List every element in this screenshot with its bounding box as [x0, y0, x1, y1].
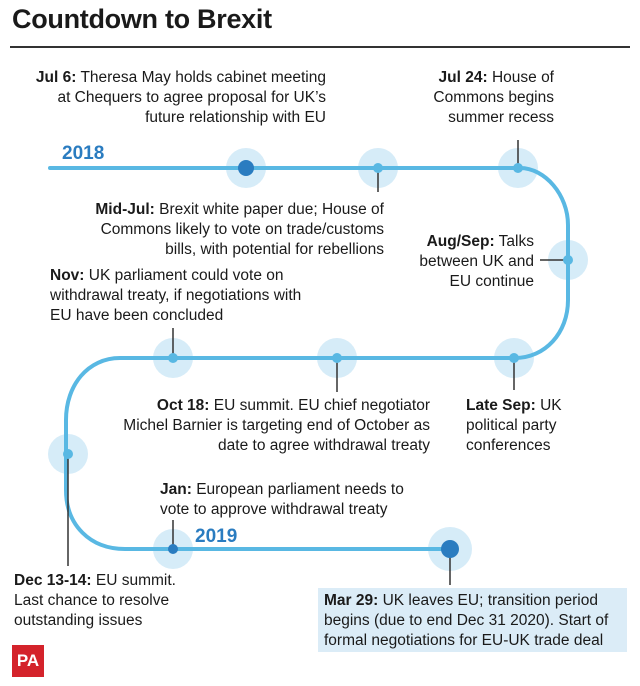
node-jul6 — [238, 160, 254, 176]
event-text: Brexit white paper due; House of Commons likely to vote on trade/customs bills, with potential for rebellions — [100, 201, 384, 258]
event-date: Jul 6: — [35, 69, 77, 86]
event-oct18 — [116, 396, 430, 456]
node-midjul — [373, 163, 383, 173]
event-text: UK leaves EU; transition period begins (due to end Dec 31 2020). Start of formal negotiations for EU-UK trade deal — [324, 592, 609, 649]
event-dec1314 — [14, 571, 198, 631]
event-text: EU summit. Last chance to resolve outstanding issues — [14, 572, 176, 629]
page-title: Countdown to Brexit — [12, 4, 272, 34]
node-dec1314 — [63, 449, 73, 459]
event-midjul — [70, 200, 384, 260]
event-date: Mar 29: — [324, 592, 379, 609]
event-text: Talks between UK and EU continue — [419, 233, 534, 290]
event-jul24 — [418, 68, 554, 128]
event-date: Dec 13-14: — [14, 572, 92, 589]
event-date: Late Sep: — [466, 397, 536, 414]
year-label-2019: 2019 — [195, 526, 238, 547]
node-oct18 — [332, 353, 342, 363]
event-jan — [160, 480, 422, 520]
event-date: Jan: — [160, 481, 192, 498]
event-text: Theresa May holds cabinet meeting at Chequers to agree proposal for UK’s future relationship with EU — [57, 69, 326, 126]
event-mar29 — [324, 591, 624, 651]
event-date: Oct 18: — [156, 397, 210, 414]
event-date: Aug/Sep: — [426, 233, 495, 250]
pa-logo: PA — [12, 645, 44, 677]
event-date: Jul 24: — [438, 69, 488, 86]
event-text: EU summit. EU chief negotiator Michel Barnier is targeting end of October as date to agree withdrawal treaty — [123, 397, 430, 454]
event-augsep — [408, 232, 534, 292]
event-nov — [50, 266, 308, 326]
event-text: European parliament needs to vote to approve withdrawal treaty — [160, 481, 404, 518]
event-date: Mid-Jul: — [95, 201, 155, 218]
year-label-2018: 2018 — [62, 143, 105, 164]
node-latesep — [509, 353, 519, 363]
node-nov — [168, 353, 178, 363]
node-jan — [168, 544, 178, 554]
event-text: UK parliament could vote on withdrawal treaty, if negotiations with EU have been concluded — [50, 267, 302, 324]
node-mar29 — [441, 540, 459, 558]
event-date: Nov: — [50, 267, 85, 284]
node-jul24 — [513, 163, 523, 173]
event-text: UK political party conferences — [466, 397, 562, 454]
event-latesep — [466, 396, 578, 456]
event-text: House of Commons begins summer recess — [433, 69, 554, 126]
event-jul6 — [30, 68, 326, 128]
node-augsep — [563, 255, 573, 265]
